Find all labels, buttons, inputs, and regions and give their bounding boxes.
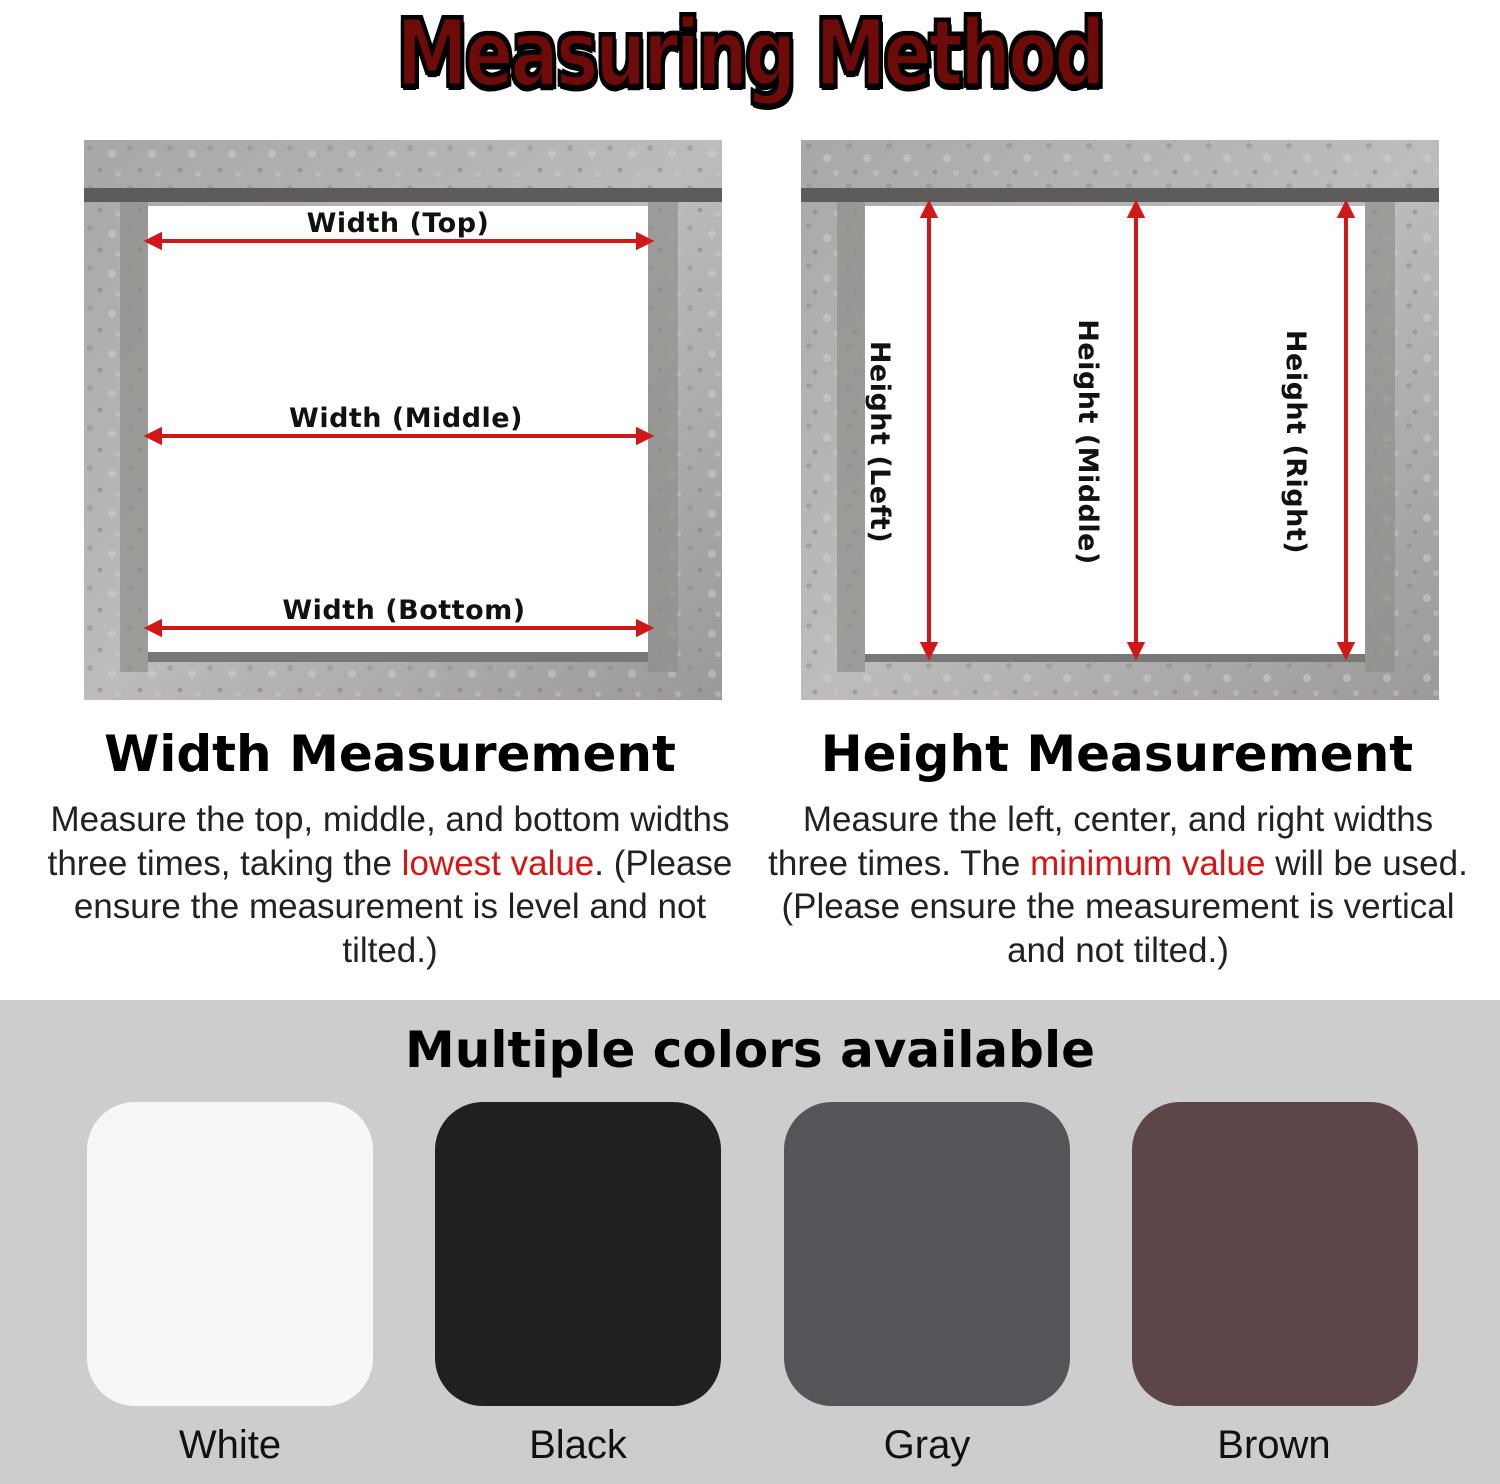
swatch-white[interactable] — [87, 1102, 373, 1406]
swatch-label-brown: Brown — [1217, 1423, 1331, 1467]
width-diagram — [84, 140, 722, 700]
swatch-label-gray: Gray — [883, 1423, 971, 1467]
height-measurement-description — [768, 798, 1468, 972]
width-desc-highlight: lowest value — [401, 843, 595, 883]
height-desc-text-2: will be used.(Please ensure the measurement is vertical and not tilted.) — [781, 843, 1468, 970]
swatch-black[interactable] — [435, 1102, 721, 1406]
width-bottom-label: Width (Bottom) — [282, 595, 526, 626]
swatch-label-white: White — [178, 1423, 282, 1467]
colors-heading: Multiple colors available — [404, 1021, 1095, 1079]
swatch-label-black: Black — [529, 1423, 627, 1467]
height-diagram — [801, 140, 1439, 700]
page-title-banner — [0, 0, 1500, 115]
height-desc-highlight: minimum value — [1030, 843, 1266, 883]
height-left-label: Height (Left) — [864, 340, 895, 544]
width-middle-label: Width (Middle) — [289, 403, 523, 434]
height-desc-text-1: Measure the left, center, and right widths three times. The — [768, 800, 1434, 883]
height-right-label: Height (Right) — [1280, 329, 1311, 555]
page-title: Measuring Method — [397, 0, 1103, 107]
swatch-brown[interactable] — [1132, 1102, 1418, 1406]
swatch-gray[interactable] — [784, 1102, 1070, 1406]
width-measurement-heading: Width Measurement — [104, 725, 676, 783]
height-measurement-heading: Height Measurement — [820, 725, 1414, 783]
width-desc-text-2: . (Please ensure the measurement is level and not tilted.) — [73, 843, 733, 970]
width-desc-text-1: Measure the top, middle, and bottom widths three times, taking the — [47, 800, 730, 883]
width-measurement-description — [40, 798, 740, 972]
height-middle-label: Height (Middle) — [1072, 319, 1103, 565]
width-top-label: Width (Top) — [306, 208, 490, 239]
